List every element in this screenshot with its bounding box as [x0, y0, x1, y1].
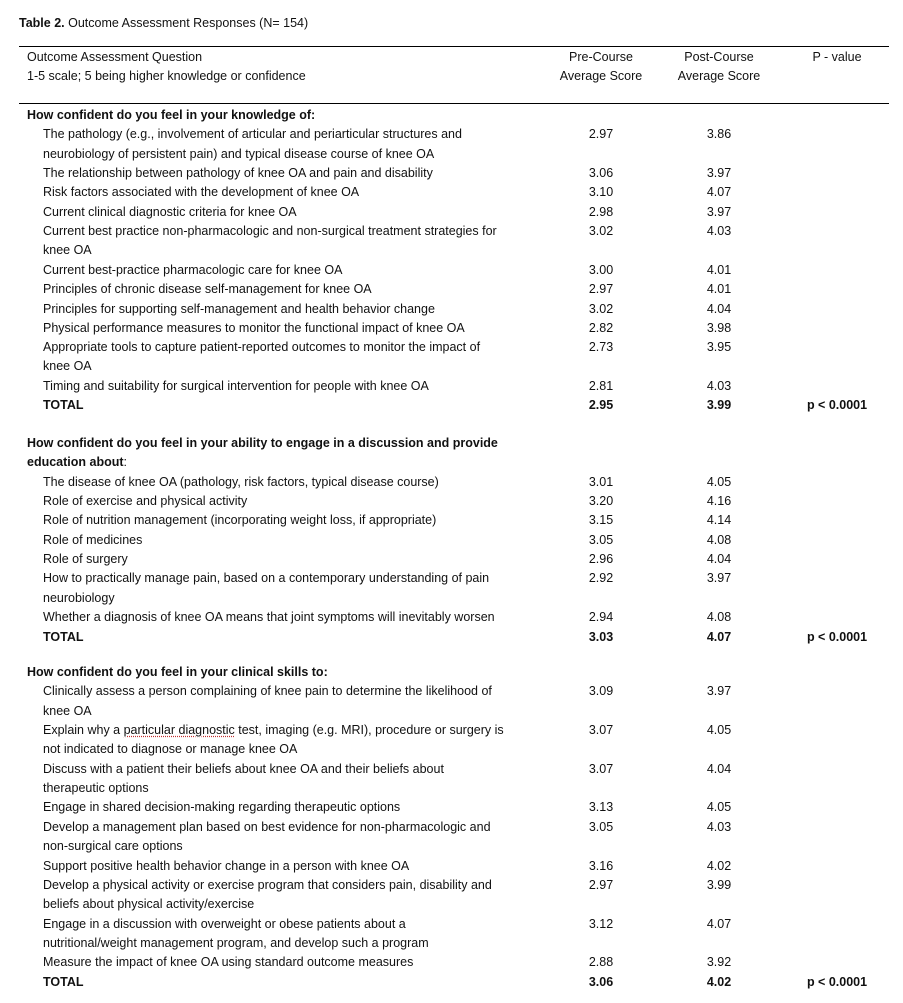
- question-line: How to practically manage pain, based on a contemporary understanding of pain: [43, 571, 490, 586]
- question-line: Role of exercise and physical activity: [43, 494, 248, 509]
- post-course-score: 4.05: [706, 723, 732, 738]
- section-heading-line: education about:: [27, 455, 128, 470]
- question-line: Clinically assess a person complaining of knee pain to determine the likelihood of: [43, 684, 492, 699]
- question-row-label: [43, 125, 462, 164]
- question-row-label: [43, 818, 491, 857]
- header-p-line: P - value: [812, 50, 862, 64]
- pre-course-score: 3.02: [588, 224, 614, 239]
- post-course-score: 3.97: [706, 166, 732, 181]
- question-line: Risk factors associated with the development of knee OA: [43, 185, 360, 200]
- question-line: Physical performance measures to monitor the functional impact of knee OA: [43, 320, 465, 335]
- question-line: knee OA: [43, 703, 92, 718]
- question-line: The relationship between pathology of knee OA and pain and disability: [43, 166, 433, 181]
- question-line: Appropriate tools to capture patient-reported outcomes to monitor the impact of: [43, 340, 481, 355]
- post-course-score: 4.08: [706, 610, 732, 625]
- post-course-score: 4.03: [706, 224, 732, 239]
- post-course-score: 3.97: [706, 571, 732, 586]
- total-pre-course-score: 2.95: [588, 398, 614, 413]
- question-row-label: [43, 721, 504, 760]
- total-post-course-score: 4.02: [706, 974, 732, 989]
- pre-course-score: 2.94: [588, 610, 614, 625]
- total-pre-course-score: 3.06: [588, 974, 614, 989]
- question-line: therapeutic options: [43, 781, 149, 796]
- header-p-value: [792, 48, 882, 67]
- question-row-label: [43, 857, 409, 876]
- header-pre-line1: Pre-Course: [569, 50, 633, 64]
- question-line: Measure the impact of knee OA using standard outcome measures: [43, 955, 414, 970]
- question-line: knee OA: [43, 243, 92, 258]
- post-course-score: 3.99: [706, 877, 732, 892]
- question-line: Develop a management plan based on best evidence for non-pharmacologic and: [43, 819, 491, 834]
- pre-course-score: 2.97: [588, 877, 614, 892]
- total-label: TOTAL: [43, 629, 84, 644]
- question-line: not indicated to diagnose or manage knee OA: [43, 742, 298, 757]
- total-p-value: p < 0.0001: [806, 629, 868, 644]
- pre-course-score: 3.07: [588, 723, 614, 738]
- header-post-line2: Average Score: [677, 69, 761, 83]
- pre-course-score: 3.09: [588, 684, 614, 699]
- header-rule: [19, 103, 889, 104]
- post-course-score: 4.07: [706, 185, 732, 200]
- pre-course-score: 3.07: [588, 761, 614, 776]
- header-post-line1: Post-Course: [684, 50, 754, 64]
- question-row-label: [43, 511, 436, 530]
- question-line: knee OA: [43, 359, 92, 374]
- question-row-label: [43, 280, 372, 299]
- post-course-score: 4.04: [706, 761, 732, 776]
- post-course-score: 4.01: [706, 262, 732, 277]
- question-row-label: [43, 203, 297, 222]
- pre-course-score: 2.73: [588, 340, 614, 355]
- question-row-label: [43, 377, 429, 396]
- question-row-label: [43, 915, 429, 954]
- total-post-course-score: 4.07: [706, 629, 732, 644]
- post-course-score: 4.05: [706, 800, 732, 815]
- question-row-label: [43, 798, 400, 817]
- question-line: Current best practice non-pharmacologic and non-surgical treatment strategies for: [43, 224, 497, 239]
- pre-course-score: 3.00: [588, 262, 614, 277]
- question-row-label: [43, 550, 128, 569]
- question-line: beliefs about physical activity/exercise: [43, 897, 255, 912]
- total-p-value: p < 0.0001: [806, 398, 868, 413]
- pre-course-score: 2.81: [588, 378, 614, 393]
- section-heading: [27, 663, 328, 682]
- question-line: Current best-practice pharmacologic care for knee OA: [43, 262, 343, 277]
- post-course-score: 3.92: [706, 955, 732, 970]
- table-label: Table 2.: [19, 16, 65, 30]
- question-line: Role of medicines: [43, 532, 143, 547]
- question-row-label: [43, 608, 495, 627]
- question-line: The disease of knee OA (pathology, risk factors, typical disease course): [43, 474, 439, 489]
- section-heading-line: How confident do you feel in your clinical skills to:: [27, 665, 328, 679]
- pre-course-score: 2.82: [588, 320, 614, 335]
- header-question-line2: 1-5 scale; 5 being higher knowledge or confidence: [27, 69, 306, 83]
- pre-course-score: 3.12: [588, 916, 614, 931]
- question-line: Discuss with a patient their beliefs about knee OA and their beliefs about: [43, 761, 444, 776]
- section-heading-line: How confident do you feel in your ability to engage in a discussion and provide: [27, 436, 498, 450]
- total-p-value: p < 0.0001: [806, 974, 868, 989]
- pre-course-score: 3.13: [588, 800, 614, 815]
- question-row-label: [43, 222, 497, 261]
- post-course-score: 4.01: [706, 282, 732, 297]
- question-line: neurobiology: [43, 590, 115, 605]
- pre-course-score: 3.01: [588, 474, 614, 489]
- question-row-label: [43, 682, 492, 721]
- question-row-label: [43, 569, 489, 608]
- section-heading-line: How confident do you feel in your knowledge of:: [27, 108, 316, 122]
- post-course-score: 4.02: [706, 858, 732, 873]
- total-pre-course-score: 3.03: [588, 629, 614, 644]
- question-line: Engage in a discussion with overweight or obese patients about a: [43, 916, 406, 931]
- header-question: [27, 48, 306, 86]
- question-line: Principles of chronic disease self-management for knee OA: [43, 282, 372, 297]
- pre-course-score: 3.15: [588, 513, 614, 528]
- question-line: Develop a physical activity or exercise program that considers pain, disability and: [43, 877, 492, 892]
- question-line: Whether a diagnosis of knee OA means that joint symptoms will inevitably worsen: [43, 610, 495, 625]
- question-row-label: [43, 183, 359, 202]
- question-line: Timing and suitability for surgical intervention for people with knee OA: [43, 378, 429, 393]
- pre-course-score: 3.06: [588, 166, 614, 181]
- post-course-score: 4.04: [706, 301, 732, 316]
- table-title: Outcome Assessment Responses (N= 154): [68, 16, 309, 30]
- post-course-score: 3.86: [706, 127, 732, 142]
- pre-course-score: 2.88: [588, 955, 614, 970]
- post-course-score: 3.95: [706, 340, 732, 355]
- question-row-label: [43, 531, 142, 550]
- question-line: Role of nutrition management (incorporating weight loss, if appropriate): [43, 513, 437, 528]
- question-line: nutritional/weight management program, and develop such a program: [43, 935, 429, 950]
- question-row-label: [43, 876, 492, 915]
- question-line: Engage in shared decision-making regarding therapeutic options: [43, 800, 401, 815]
- question-line: The pathology (e.g., involvement of articular and periarticular structures and: [43, 127, 462, 142]
- pre-course-score: 2.98: [588, 204, 614, 219]
- post-course-score: 4.03: [706, 378, 732, 393]
- question-line: Role of surgery: [43, 552, 128, 567]
- header-pre-line2: Average Score: [559, 69, 643, 83]
- header-question-line1: Outcome Assessment Question: [27, 50, 203, 64]
- question-line: Support positive health behavior change in a person with knee OA: [43, 858, 410, 873]
- pre-course-score: 3.02: [588, 301, 614, 316]
- question-line: Principles for supporting self-management and health behavior change: [43, 301, 435, 316]
- question-row-label: [43, 760, 444, 799]
- post-course-score: 4.08: [706, 532, 732, 547]
- section-heading-colon: :: [123, 455, 128, 470]
- question-row-label: [43, 300, 435, 319]
- question-row-label: [43, 261, 342, 280]
- question-line: Current clinical diagnostic criteria for knee OA: [43, 204, 297, 219]
- question-line: non-surgical care options: [43, 839, 183, 854]
- question-row-label: [43, 473, 439, 492]
- pre-course-score: 3.16: [588, 858, 614, 873]
- question-row-label: [43, 164, 433, 183]
- question-line: neurobiology of persistent pain) and typical disease course of knee OA: [43, 146, 435, 161]
- total-post-course-score: 3.99: [706, 398, 732, 413]
- post-course-score: 4.03: [706, 819, 732, 834]
- post-course-score: 4.14: [706, 513, 732, 528]
- question-row-label: [43, 319, 465, 338]
- post-course-score: 4.05: [706, 474, 732, 489]
- top-rule: [19, 46, 889, 47]
- spellcheck-underline: particular diagnostic: [123, 723, 235, 738]
- pre-course-score: 3.05: [588, 819, 614, 834]
- question-row-label: [43, 338, 480, 377]
- header-pre-course: [556, 48, 646, 86]
- total-label: TOTAL: [43, 398, 84, 413]
- post-course-score: 4.07: [706, 916, 732, 931]
- post-course-score: 4.04: [706, 552, 732, 567]
- pre-course-score: 3.05: [588, 532, 614, 547]
- post-course-score: 4.16: [706, 494, 732, 509]
- section-heading: [27, 434, 498, 473]
- pre-course-score: 3.20: [588, 494, 614, 509]
- header-post-course: [674, 48, 764, 86]
- pre-course-score: 2.96: [588, 552, 614, 567]
- pre-course-score: 2.97: [588, 282, 614, 297]
- section-heading: [27, 106, 315, 125]
- pre-course-score: 2.97: [588, 127, 614, 142]
- table-caption: [19, 16, 308, 30]
- pre-course-score: 3.10: [588, 185, 614, 200]
- post-course-score: 3.98: [706, 320, 732, 335]
- post-course-score: 3.97: [706, 684, 732, 699]
- question-line: Explain why a particular diagnostic test, imaging (e.g. MRI), procedure or surgery is: [43, 723, 504, 738]
- pre-course-score: 2.92: [588, 571, 614, 586]
- question-row-label: [43, 492, 247, 511]
- question-row-label: [43, 953, 413, 972]
- post-course-score: 3.97: [706, 204, 732, 219]
- total-label: TOTAL: [43, 974, 84, 989]
